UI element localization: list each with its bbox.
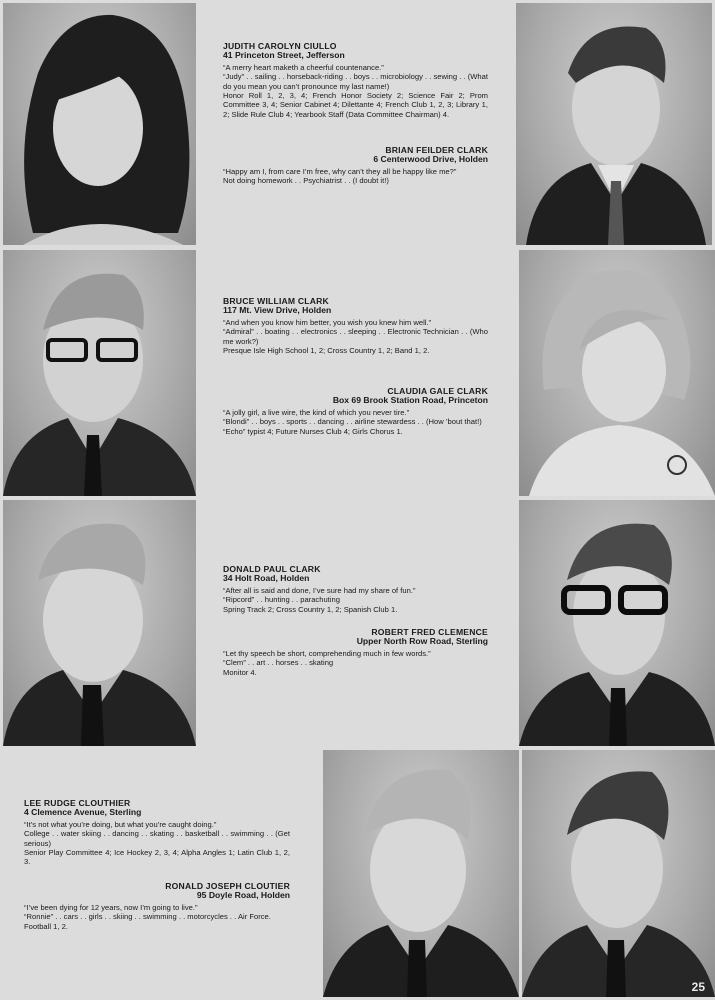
student-activities: Football 1, 2. <box>24 921 68 931</box>
student-name: JUDITH CAROLYN CIULLO <box>223 41 337 51</box>
student-quote: “It’s not what you’re doing, but what you’re caught doing.” <box>24 819 217 829</box>
student-interests: “Ripcord” . . hunting . . parachuting <box>223 595 340 605</box>
portrait-robert-clemence <box>519 500 715 746</box>
student-address: Box 69 Brook Station Road, Princeton <box>332 395 488 406</box>
portrait-ronald-cloutier <box>522 750 715 997</box>
student-name: ROBERT FRED CLEMENCE <box>371 627 488 637</box>
student-address: 41 Princeton Street, Jefferson <box>223 50 345 61</box>
student-name: DONALD PAUL CLARK <box>223 564 321 574</box>
student-activities: Honor Roll 1, 2, 3, 4; French Honor Society 2; Science Fair 2; Prom Committee 3, 4; Senior Cabinet 4; Dilettante 4; French Club 1, 2, 3; Library 1, 2; Slide Rule Club 4; Yearbook Staff (Data Committee Chairman) 4. <box>223 91 488 119</box>
student-interests: “Admiral” . . boating . . electronics . . sleeping . . Electronic Technician . . (Who me work?) <box>223 327 488 346</box>
student-quote: “I’ve been dying for 12 years, now I’m going to live.” <box>24 902 198 912</box>
student-quote: “Let thy speech be short, comprehending much in few words.” <box>223 648 431 658</box>
student-activities: Monitor 4. <box>223 667 257 677</box>
portrait-brian-clark <box>516 3 712 245</box>
student-interests: Not doing homework . . Psychiatrist . . (I doubt it!) <box>223 176 389 186</box>
portrait-claudia-clark <box>519 250 715 496</box>
student-activities: Senior Play Committee 4; Ice Hockey 2, 3, 4; Alpha Angles 1; Latin Club 1, 2, 3. <box>24 848 290 867</box>
student-address: 34 Holt Road, Holden <box>223 573 310 584</box>
entry-bruce-clark <box>223 297 488 355</box>
student-quote: “A jolly girl, a live wire, the kind of which you never tire.” <box>223 407 410 417</box>
portrait-lee-clouthier <box>323 750 519 997</box>
student-activities: “Echo” typist 4; Future Nurses Club 4; Girls Chorus 1. <box>223 426 403 436</box>
student-name: RONALD JOSEPH CLOUTIER <box>165 881 290 891</box>
student-address: 4 Clemence Avenue, Sterling <box>24 807 142 818</box>
portrait-judith-ciullo <box>3 3 196 245</box>
page-number: 25 <box>691 980 705 994</box>
student-quote: “After all is said and done, I’ve sure had my share of fun.” <box>223 585 416 595</box>
student-name: CLAUDIA GALE CLARK <box>387 386 488 396</box>
student-quote: “And when you know him better, you wish you knew him well.” <box>223 317 432 327</box>
student-address: 95 Doyle Road, Holden <box>196 890 290 901</box>
portrait-bruce-clark <box>3 250 196 496</box>
student-name: LEE RUDGE CLOUTHIER <box>24 798 131 808</box>
student-activities: Presque Isle High School 1, 2; Cross Country 1, 2; Band 1, 2. <box>223 346 430 356</box>
entry-claudia-clark <box>223 387 488 436</box>
student-activities: Spring Track 2; Cross Country 1, 2; Spanish Club 1. <box>223 604 398 614</box>
student-address: 6 Centerwood Drive, Holden <box>373 154 488 165</box>
entry-brian-clark <box>223 146 488 186</box>
student-interests: College . . water skiing . . dancing . . skating . . basketball . . swimming . . (Get serious) <box>24 829 290 848</box>
entry-judith-ciullo <box>223 42 488 119</box>
student-name: BRUCE WILLIAM CLARK <box>223 296 329 306</box>
entry-donald-clark <box>223 565 488 614</box>
student-quote: “A merry heart maketh a cheerful countenance.” <box>223 62 384 72</box>
student-interests: “Blondi” . . boys . . sports . . dancing . . airline stewardess . . (How ’bout that!) <box>223 417 482 427</box>
student-interests: “Judy” . . sailing . . horseback-riding . . boys . . microbiology . . sewing . . (What do you mean you can’t pronounce my last name!) <box>223 72 488 91</box>
entry-ronald-cloutier <box>24 882 290 931</box>
student-name: BRIAN FEILDER CLARK <box>385 145 488 155</box>
student-interests: “Ronnie” . . cars . . girls . . skiing . . swimming . . motorcycles . . Air Force. <box>24 912 271 922</box>
portrait-donald-clark <box>3 500 196 746</box>
entry-robert-clemence <box>223 628 488 677</box>
entry-lee-clouthier <box>24 799 290 867</box>
student-interests: “Clem” . . art . . horses . . skating <box>223 658 334 668</box>
student-address: 117 Mt. View Drive, Holden <box>223 305 332 316</box>
student-quote: “Happy am I, from care I’m free, why can’t they all be happy like me?” <box>223 166 457 176</box>
student-address: Upper North Row Road, Sterling <box>356 636 488 647</box>
